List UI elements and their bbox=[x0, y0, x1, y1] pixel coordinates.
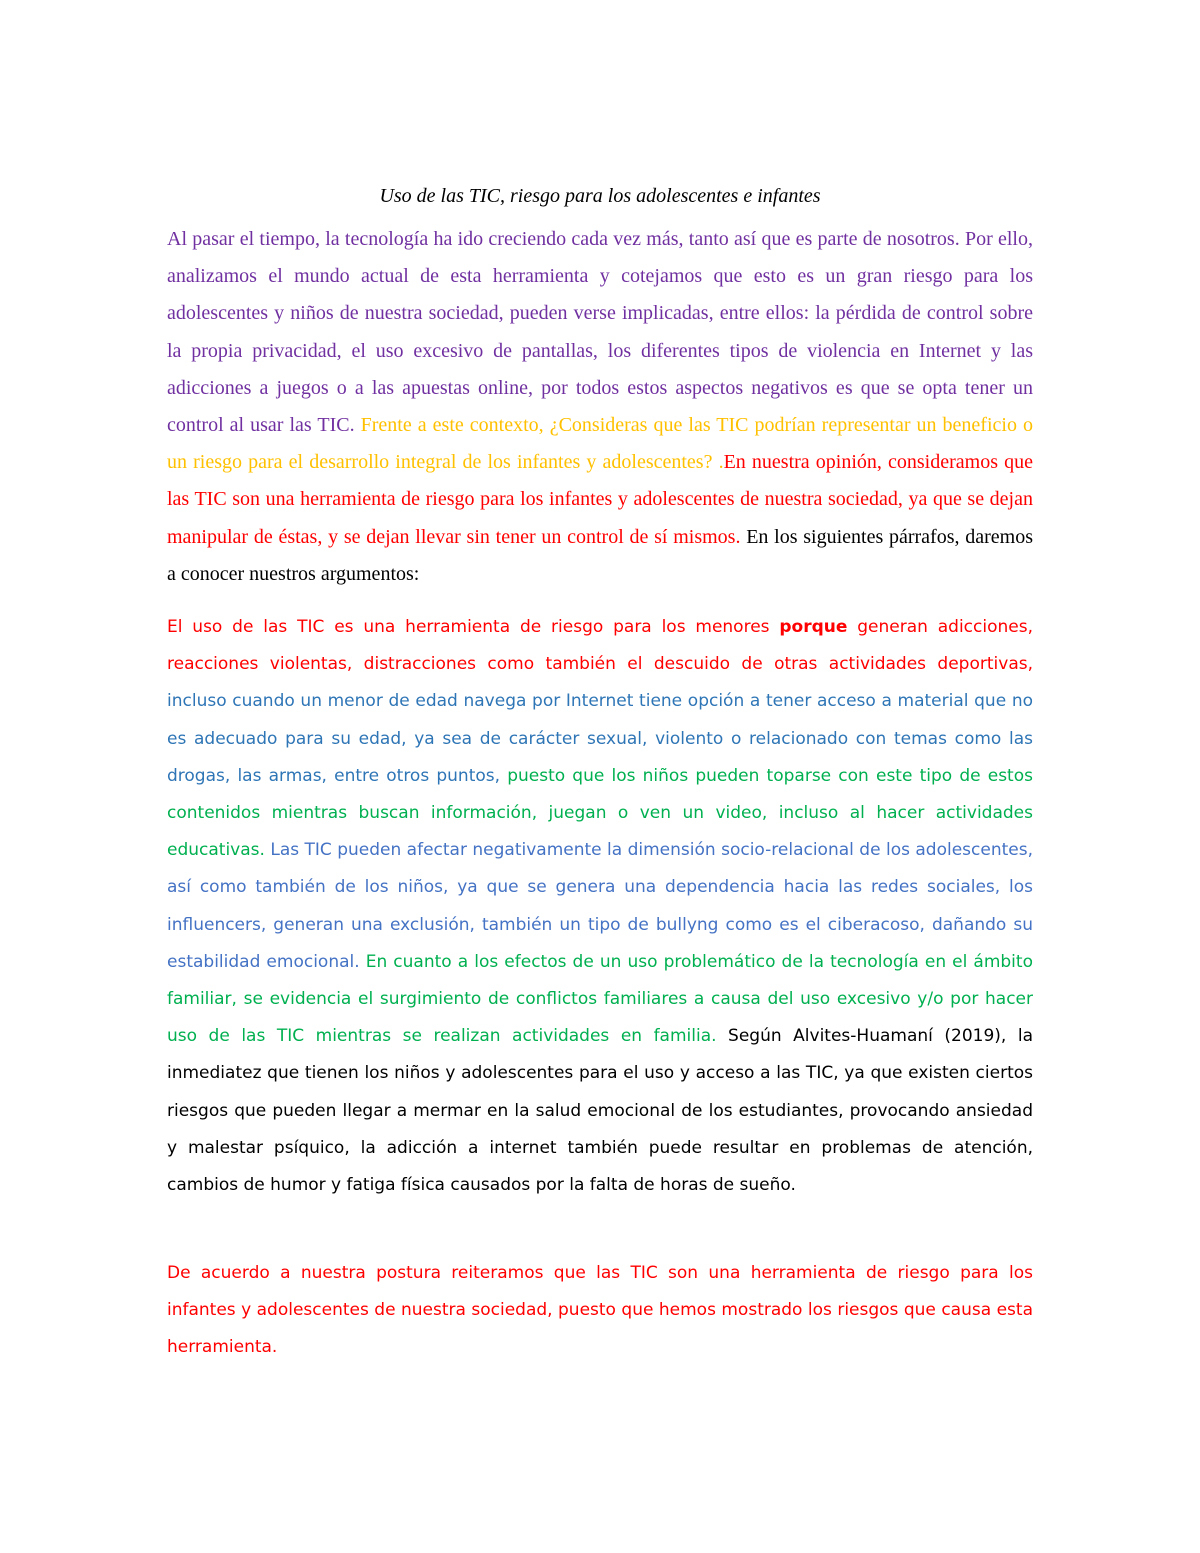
argument-access-text: incluso cuando un menor de edad navega por Internet tiene opción a tener acceso a material que no es adecuado para su edad, ya sea de carácter sexual, violento o relacionado con temas como las drogas, las armas, entre otros puntos, bbox=[167, 691, 1033, 786]
argument-citation-text: Según Alvites-Huamaní (2019), la inmediatez que tienen los niños y adolescentes para el uso y acceso a las TIC, ya que existen ciertos riesgos que pueden llegar a mermar en la salud emocional de los estudiantes, provocando ansiedad y malestar psíquico, la adicción a internet también puede resultar en problemas de atención, cambios de humor y fatiga física causados por la falta de horas de sueño. bbox=[167, 1026, 1033, 1196]
argument-content-text: puesto que los niños pueden toparse con este tipo de estos contenidos mientras buscan información, juegan o ven un video, incluso al hacer actividades educativas. bbox=[167, 765, 1033, 861]
intro-question-text: Frente a este contexto, ¿Consideras que las TIC podrían representar un beneficio o un riesgo para el desarrollo integral de los infantes y adolescentes? . bbox=[167, 414, 1033, 474]
paragraph-introduction bbox=[167, 221, 1033, 593]
argument-claim-reasons: generan adicciones, reacciones violentas, distracciones como también el descuido de otras actividades deportivas, bbox=[167, 617, 1033, 675]
document-title: Uso de las TIC, riesgo para los adolescentes e infantes bbox=[379, 185, 821, 207]
intro-thesis-text: En nuestra opinión, consideramos que las TIC son una herramienta de riesgo para los infantes y adolescentes de nuestra sociedad, ya que se dejan manipular de éstas, y se dejan llevar sin tener un control de sí mismos. bbox=[167, 451, 1033, 548]
argument-claim-connector: porque bbox=[779, 617, 848, 637]
paragraph-arguments bbox=[167, 609, 1033, 1204]
argument-family-text: En cuanto a los efectos de un uso problemático de la tecnología en el ámbito familiar, se evidencia el surgimiento de conflictos familiares a causa del uso excesivo y/o por hacer uso de las TIC mientras se realizan actividades en familia. bbox=[167, 951, 1033, 1047]
argument-claim-text: El uso de las TIC es una herramienta de riesgo para los menores bbox=[167, 617, 780, 637]
argument-social-text: Las TIC pueden afectar negativamente la dimensión socio-relacional de los adolescentes, así como también de los niños, ya que se genera una dependencia hacia las redes sociales, los influencers, generan una exclusión, también un tipo de bullyng como es el ciberacoso, dañando su estabilidad emocional. bbox=[167, 840, 1033, 972]
paragraph-conclusion bbox=[167, 1255, 1033, 1367]
intro-context-text: Al pasar el tiempo, la tecnología ha ido creciendo cada vez más, tanto así que es parte de nosotros. Por ello, analizamos el mundo actual de esta herramienta y cotejamos que esto es un gran riesgo para los adolescentes y niños de nuestra sociedad, pueden verse implicadas, entre ellos: la pérdida de control sobre la propia privacidad, el uso excesivo de pantallas, los diferentes tipos de violencia en Internet y las adicciones a juegos o a las apuestas online, por todos estos aspectos negativos es que se opta tener un control al usar las TIC. bbox=[167, 228, 1033, 437]
conclusion-text: De acuerdo a nuestra postura reiteramos que las TIC son una herramienta de riesgo para los infantes y adolescentes de nuestra sociedad, puesto que hemos mostrado los riesgos que causa esta herramienta. bbox=[167, 1263, 1033, 1358]
intro-transition-text: En los siguientes párrafos, daremos a conocer nuestros argumentos: bbox=[167, 525, 1033, 585]
